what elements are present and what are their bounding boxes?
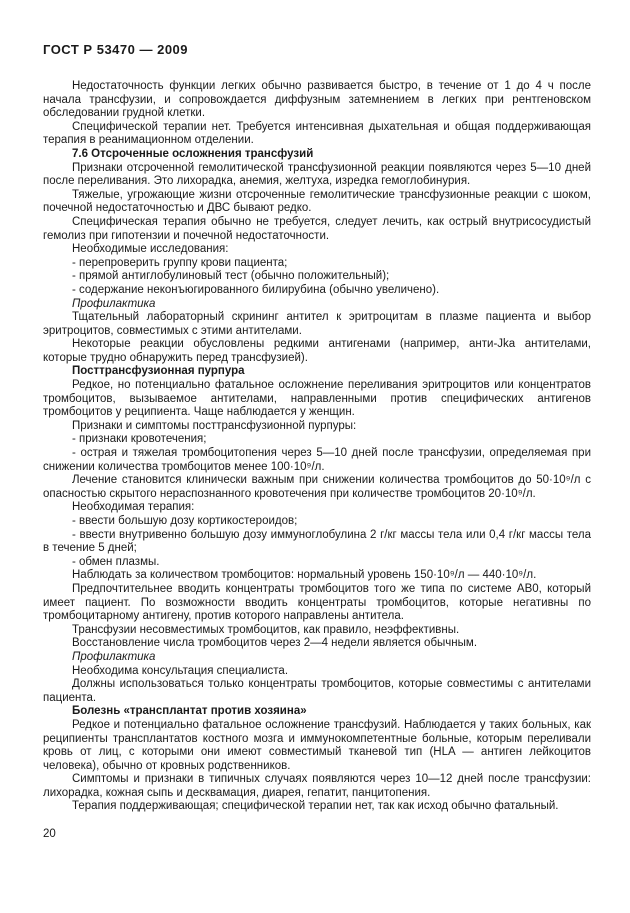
paragraph: Предпочтительнее вводить концентраты тромбоцитов того же типа по системе АВ0, который имеет пациент. По возможности вводить концентраты тромбоцитов, которые негативны по тромбоцитарному антигену, против которого направлены антитела.	[43, 582, 591, 623]
section-heading: Болезнь «трансплантат против хозяина»	[72, 705, 307, 718]
paragraph: Тяжелые, угрожающие жизни отсроченные гемолитические трансфузионные реакции с шоком, почечной недостаточностью и ДВС бывают редко.	[43, 188, 591, 215]
section-heading: 7.6 Отсроченные осложнения трансфузий	[72, 147, 314, 160]
list-item: - ввести внутривенно большую дозу иммуноглобулина 2 г/кг массы тела или 0,4 г/кг массы тела в течение 5 дней;	[43, 528, 591, 555]
paragraph: Симптомы и признаки в типичных случаях появляются через 10—12 дней после трансфузии: лихорадка, кожная сыпь и десквамация, диарея, гепатит, панцитопения.	[43, 773, 591, 799]
paragraph: Необходима консультация специалиста.	[72, 664, 289, 677]
paragraph: Признаки и симптомы посттрансфузионной пурпуры:	[72, 419, 357, 432]
paragraph: Редкое, но потенциально фатальное осложнение переливания эритроцитов или концентратов тромбоцитов, вызываемое антителами, направленными против специфических антигенов тромбоцитов у реципиента. Чаще наблюдается у женщин.	[43, 379, 591, 419]
paragraph: Терапия поддерживающая; специфической терапии нет, так как исход обычно фатальный.	[72, 800, 559, 813]
paragraph: Недостаточность функции легких обычно развивается быстро, в течение от 1 до 4 ч после начала трансфузии, и сопровождается диффузным затемнением в легких при рентгеновском обследовании грудной клетки.	[43, 80, 591, 120]
section-heading: Посттрансфузионная пурпура	[72, 365, 245, 378]
emphasis-label: Профилактика	[72, 297, 156, 310]
emphasis-label: Профилактика	[72, 650, 156, 663]
list-item: - содержание неконъюгированного билирубина (обычно увеличено).	[72, 283, 440, 296]
paragraph: Трансфузии несовместимых тромбоцитов, как правило, неэффективны.	[72, 623, 460, 636]
paragraph: Тщательный лабораторный скрининг антител к эритроцитам в плазме пациента и выбор эритроцитов, совместимых с этими антителами.	[43, 311, 591, 337]
page-number: 20	[43, 828, 56, 840]
paragraph: Специфической терапии нет. Требуется интенсивная дыхательная и общая поддерживающая терапия в реанимационном отделении.	[43, 120, 591, 147]
list-item: - острая и тяжелая тромбоцитопения через 5—10 дней после трансфузии, определяемая при снижении количества тромбоцитов менее 100·10⁹/л.	[43, 447, 591, 473]
paragraph: Лечение становится клинически важным при снижении количества тромбоцитов до 50·10⁹/л с опасностью скрытого нераспознанного кровотечения при количестве тромбоцитов 20·10⁹/л.	[43, 474, 591, 500]
list-item: - обмен плазмы.	[72, 555, 160, 568]
paragraph: Признаки отсроченной гемолитической трансфузионной реакции появляются через 5—10 дней после переливания. Это лихорадка, анемия, желтуха, изредка гемоглобинурия.	[43, 161, 591, 188]
document-body	[43, 80, 591, 814]
paragraph: Наблюдать за количеством тромбоцитов: нормальный уровень 150·10⁹/л — 440·10⁹/л.	[72, 569, 537, 582]
paragraph: Восстановление числа тромбоцитов через 2—4 недели является обычным.	[72, 637, 478, 650]
paragraph: Необходимая терапия:	[72, 501, 195, 514]
paragraph: Должны использоваться только концентраты тромбоцитов, которые совместимы с антителами пациента.	[43, 678, 591, 704]
paragraph: Редкое и потенциально фатальное осложнение трансфузий. Наблюдается у таких больных, как реципиенты трансплантатов костного мозга и иммунокомпетентные больные, которым переливали кровь от лиц, с которыми они имеют совместимый тканевой тип (HLA — антиген лейкоцитов человека), обычно от кровных родственников.	[43, 718, 591, 772]
paragraph: Специфическая терапия обычно не требуется, следует лечить, как острый внутрисосудистый гемолиз при гипотензии и почечной недостаточности.	[43, 215, 591, 242]
document-header: ГОСТ Р 53470 — 2009	[43, 42, 189, 57]
list-item: - признаки кровотечения;	[72, 433, 207, 446]
list-item: - ввести большую дозу кортикостероидов;	[72, 515, 298, 527]
list-item: - прямой антиглобулиновый тест (обычно положительный);	[72, 270, 390, 283]
paragraph: Некоторые реакции обусловлены редкими антигенами (например, анти-Jka антителами, которые трудно обнаружить перед трансфузией).	[43, 338, 591, 364]
paragraph: Необходимые исследования:	[72, 243, 229, 256]
list-item: - перепроверить группу крови пациента;	[72, 256, 288, 269]
